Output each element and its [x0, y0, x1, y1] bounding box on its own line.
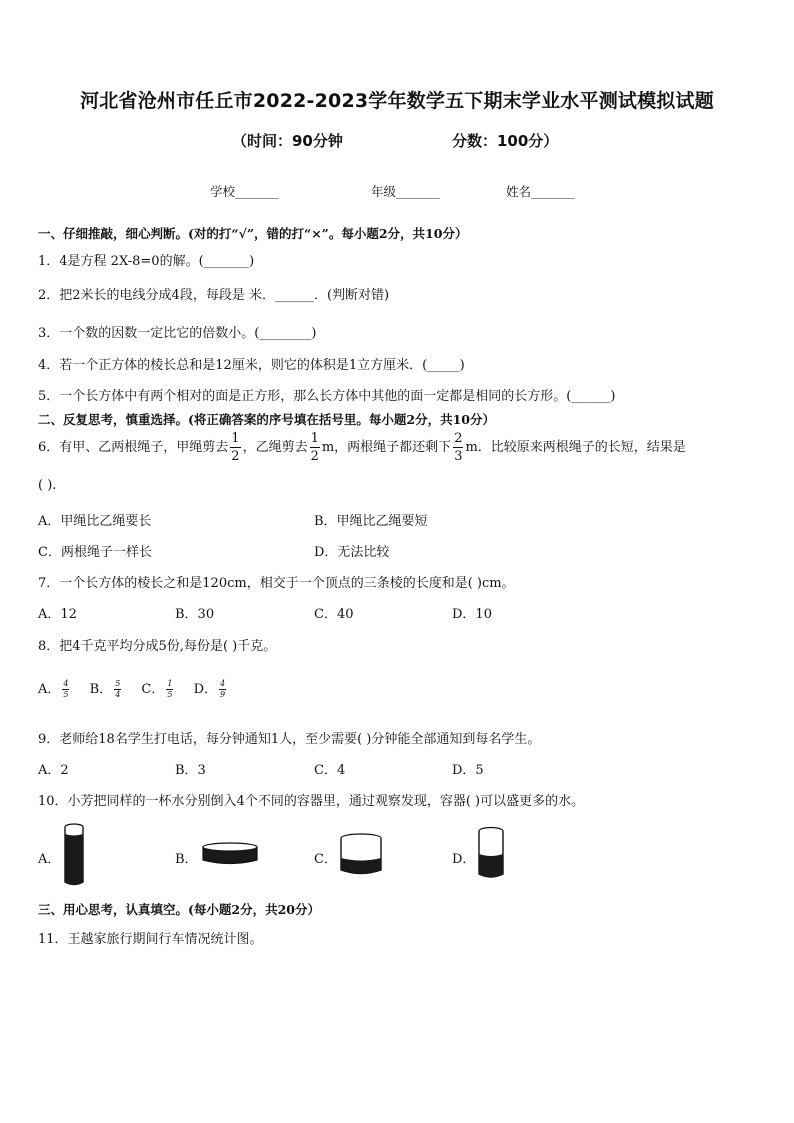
- question-10: 10．小芳把同样的一杯水分别倒入4个不同的容器里，通过观察发现，容器( )可以盛更多的水。: [38, 794, 585, 809]
- question-6-part2: ，乙绳剪去: [242, 440, 308, 455]
- q7-option-b: B．30: [175, 607, 215, 622]
- q6-option-a: A．甲绳比乙绳要长: [38, 514, 152, 529]
- q7-option-a: A．12: [38, 607, 77, 622]
- name-field: 姓名_______: [506, 184, 575, 199]
- q8-option-c-fraction: $\frac{1}{5}$: [167, 679, 173, 699]
- fraction-two-thirds: $\frac{2}{3}$: [454, 431, 463, 464]
- q8-option-c-label: C．: [141, 682, 165, 697]
- question-6: [38, 432, 686, 463]
- section-1-heading: 一、仔细推敲，细心判断。(对的打“√”，错的打“×”。每小题2分，共10分）: [38, 226, 468, 241]
- question-1: 1．4是方程 2X-8=0的解。(_______): [38, 254, 255, 269]
- q6-option-c: C．两根绳子一样长: [38, 545, 152, 560]
- q9-option-b: B．3: [175, 763, 206, 778]
- q8-options: [38, 678, 228, 699]
- exam-score: 分数：100分）: [452, 132, 559, 150]
- section-2-heading: 二、反复思考，慎重选择。(将正确答案的序号填在括号里。每小题2分，共10分）: [38, 412, 496, 427]
- q10-option-a-label: A．: [38, 852, 61, 867]
- exam-time: （时间：90分钟: [232, 132, 343, 150]
- q10-option-d-label: D．: [452, 852, 476, 867]
- school-field: 学校_______: [210, 184, 279, 199]
- question-11: 11．王越家旅行期间行车情况统计图。: [38, 932, 263, 947]
- q8-option-d-label: D．: [193, 682, 218, 697]
- question-7: 7．一个长方体的棱长之和是120cm，相交于一个顶点的三条棱的长度和是( )cm。: [38, 576, 515, 591]
- grade-field: 年级_______: [371, 184, 440, 199]
- question-6-part3: m，两根绳子都还剩下: [321, 440, 452, 455]
- question-8: 8．把4千克平均分成5份,每份是( )千克。: [38, 639, 277, 654]
- fraction-one-half-b: $\frac{1}{2}$: [310, 431, 319, 464]
- q8-option-a-label: A．: [38, 682, 61, 697]
- container-d-narrow-icon: [476, 826, 506, 882]
- container-a-tall-narrow-icon: [62, 822, 86, 888]
- q6-option-d: D．无法比较: [314, 545, 390, 560]
- question-6-answer-blank: ( ).: [38, 478, 57, 493]
- question-3: 3．一个数的因数一定比它的倍数小。(________): [38, 326, 317, 341]
- q8-option-a-fraction: $\frac{4}{5}$: [63, 679, 69, 699]
- question-2: 2．把2米长的电线分成4段，每段是 米．______．(判断对错): [38, 288, 390, 303]
- question-9: 9．老师给18名学生打电话，每分钟通知1人，至少需要( )分钟能全部通知到每名学生。: [38, 732, 541, 747]
- q8-option-b-label: B．: [89, 682, 113, 697]
- q9-option-c: C．4: [314, 763, 346, 778]
- q10-option-c-label: C．: [314, 852, 337, 867]
- container-b-wide-flat-icon: [200, 840, 260, 868]
- question-5: 5．一个长方体中有两个相对的面是正方形，那么长方体中其他的面一定都是相同的长方形。(______): [38, 389, 616, 404]
- q7-option-d: D．10: [452, 607, 492, 622]
- q8-option-b-fraction: $\frac{5}{4}$: [115, 679, 121, 699]
- q7-option-c: C．40: [314, 607, 354, 622]
- section-3-heading: 三、用心思考，认真填空。(每小题2分，共20分）: [38, 902, 321, 917]
- question-6-part1: 6．有甲、乙两根绳子，甲绳剪去: [38, 440, 229, 455]
- q8-option-d-fraction: $\frac{4}{9}$: [220, 679, 226, 699]
- question-4: 4．若一个正方体的棱长总和是12厘米，则它的体积是1立方厘米．(_____): [38, 358, 465, 373]
- question-6-part4: m．比较原来两根绳子的长短，结果是: [465, 440, 686, 455]
- container-c-medium-icon: [338, 832, 384, 878]
- fraction-one-half-a: $\frac{1}{2}$: [231, 431, 240, 464]
- q10-option-b-label: B．: [175, 852, 198, 867]
- q9-option-d: D．5: [452, 763, 484, 778]
- q9-option-a: A．2: [38, 763, 69, 778]
- q6-option-b: B．甲绳比乙绳要短: [314, 514, 428, 529]
- page-title: 河北省沧州市任丘市2022-2023学年数学五下期末学业水平测试模拟试题: [80, 90, 714, 112]
